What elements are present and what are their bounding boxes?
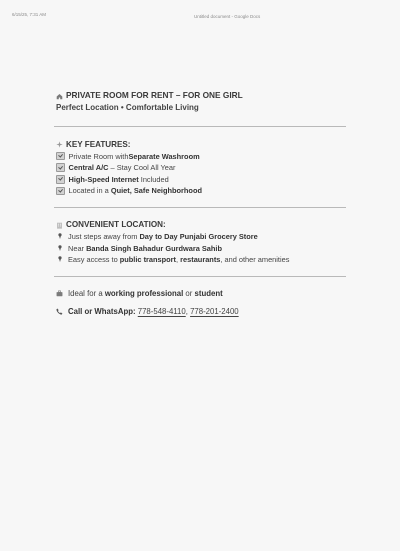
location-item: Easy access to public transport , restaurants , and other amenities	[56, 255, 356, 264]
house-icon	[56, 92, 63, 99]
feature-item: High-Speed Internet Included	[56, 175, 356, 184]
divider	[54, 276, 346, 277]
check-icon	[56, 175, 65, 184]
pin-icon	[56, 244, 63, 253]
feature-item: Central A/C – Stay Cool All Year	[56, 163, 356, 172]
listing-content	[56, 90, 356, 316]
feature-item: Private Room with Separate Washroom	[56, 152, 356, 161]
phone-icon	[56, 308, 63, 315]
features-heading: KEY FEATURES:	[56, 140, 356, 149]
feature-item: Located in a Quiet, Safe Neighborhood	[56, 186, 356, 195]
check-icon	[56, 152, 65, 161]
listing-subtitle: Perfect Location • Comfortable Living	[56, 103, 199, 112]
check-icon	[56, 187, 65, 196]
location-item: Just steps away from Day to Day Punjabi Grocery Store	[56, 232, 356, 241]
briefcase-icon	[56, 290, 63, 297]
ideal-line: Ideal for a working professional or student	[56, 289, 356, 298]
location-heading: CONVENIENT LOCATION:	[56, 220, 356, 229]
divider	[54, 207, 346, 208]
print-doc-title: Untitled document - Google Docs	[194, 14, 261, 19]
contact-line: Call or WhatsApp: 778-548-4110 , 778-201-2400	[56, 307, 356, 316]
phone-link-1[interactable]: 778-548-4110	[137, 307, 186, 317]
sparkle-icon	[56, 141, 63, 148]
pin-icon	[56, 255, 63, 264]
location-item: Near Banda Singh Bahadur Gurdwara Sahib	[56, 244, 356, 253]
print-date: 6/15/25, 7:31 AM	[12, 12, 47, 17]
pin-icon	[56, 232, 63, 241]
check-icon	[56, 163, 65, 172]
building-icon	[56, 222, 63, 229]
listing-title: PRIVATE ROOM FOR RENT – FOR ONE GIRL	[56, 90, 356, 100]
divider	[54, 126, 346, 127]
phone-link-2[interactable]: 778-201-2400	[190, 307, 239, 317]
